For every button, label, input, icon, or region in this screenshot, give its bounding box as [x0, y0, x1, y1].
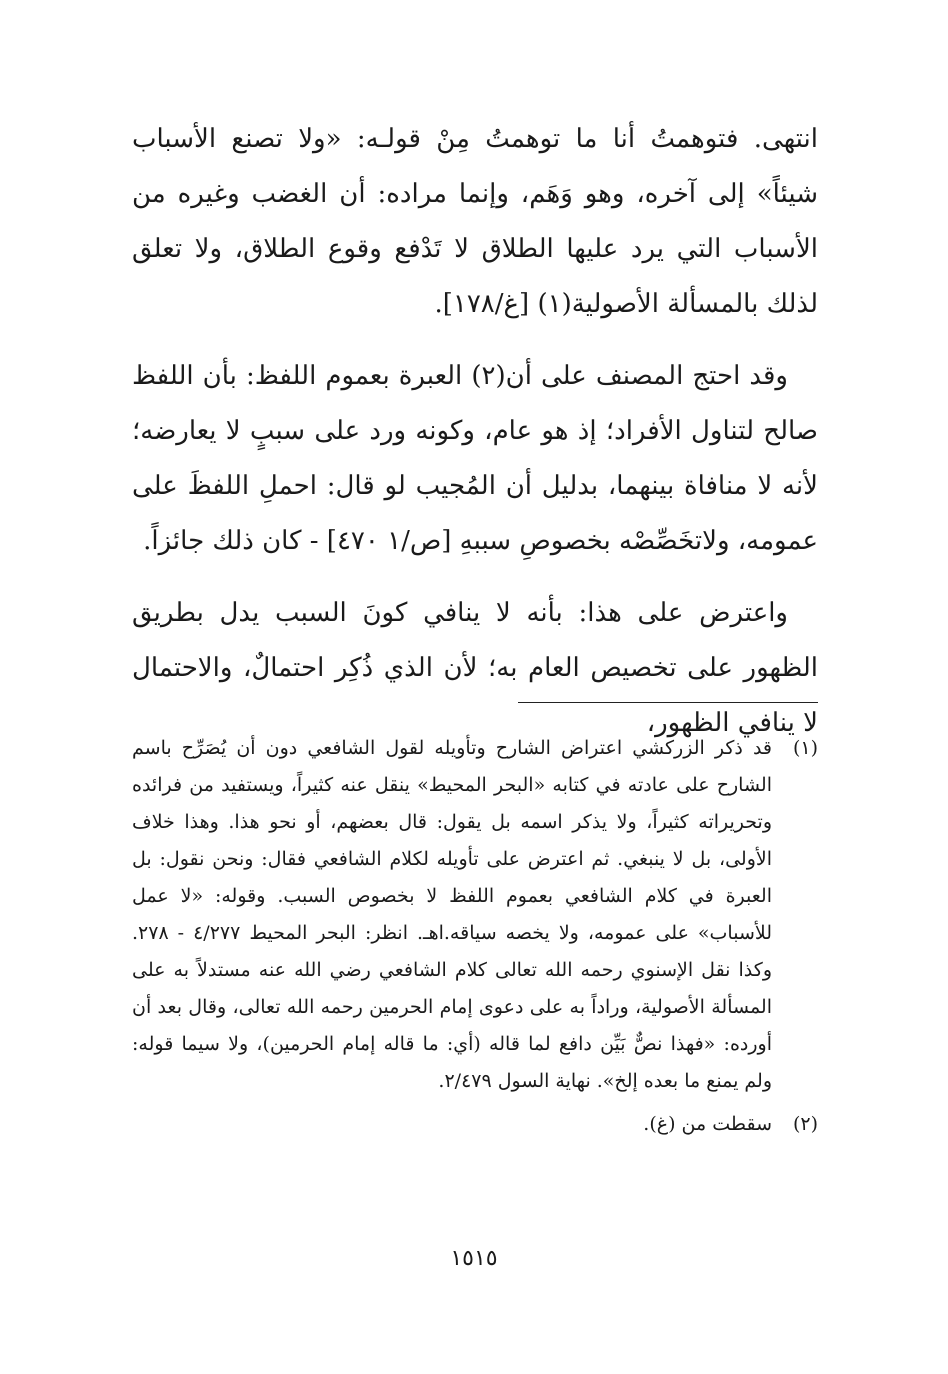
footnote-2	[132, 1106, 818, 1143]
main-text-block	[132, 112, 818, 768]
page-number: ١٥١٥	[450, 1246, 498, 1271]
footnote-marker: (٢)	[792, 1113, 818, 1135]
footnote-1	[132, 730, 818, 1100]
footnote-marker: (١)	[792, 737, 818, 759]
footnotes-section	[132, 730, 818, 1149]
main-paragraph-2: وقد احتج المصنف على أن(٢) العبرة بعموم اللفظ: بأن اللفظ صالح لتناول الأفراد؛ إذ هو عام، وكونه ورد على سببٍ لا يعارضه؛ لأنه لا منافاة بينهما، بدليل أن المُجيب لو قال: احملِ اللفظَ على عمومه، ولاتخَصِّصْه بخصوصِ سببهِ [ص/١ ٤٧٠] - كان ذلك جائزاً.	[132, 361, 818, 556]
footnote-text: سقطت من (غ).	[643, 1113, 772, 1135]
footnote-text: قد ذكر الزركشي اعتراض الشارح وتأويله لقول الشافعي دون أن يُصَرِّح باسم الشارح على عادته في كتابه «البحر المحيط» ينقل عنه كثيراً، ويستفيد من فرائده وتحريراته كثيراً، ولا يذكر اسمه بل يقول: قال بعضهم، أو نحو هذا. وهذا خلاف الأولى، بل لا ينبغي. ثم اعترض على تأويله لكلام الشافعي فقال: ونحن نقول: بل العبرة في كلام الشافعي بعموم اللفظ لا بخصوص السبب. وقوله: «لا عمل للأسباب» على عمومه، ولا يخصه سياقه.اهـ. انظر: البحر المحيط ٤/٢٧٧ - ٢٧٨. وكذا نقل الإسنوي رحمه الله تعالى كلام الشافعي رضي الله عنه مستدلاً به على المسألة الأصولية، وراداً به على دعوى إمام الحرمين رحمه الله تعالى، وقال بعد أن أورده: «فهذا نصٌّ بَيِّن دافع لما قاله (أي: ما قاله إمام الحرمين)، ولا سيما قوله: ولم يمنع ما بعده إلخ». نهاية السول ٢/٤٧٩.	[132, 737, 773, 1092]
main-paragraph-3: واعترض على هذا: بأنه لا ينافي كونَ السبب يدل بطريق الظهور على تخصيص العام به؛ لأن الذي ذُكِر احتمالٌ، والاحتمال لا ينافي الظهور،	[132, 598, 818, 738]
main-paragraph-1: انتهى. فتوهمتُ أنا ما توهمتُ مِنْ قولـه: «ولا تصنع الأسباب شيئاً» إلى آخره، وهو وَهَم، وإنما مراده: أن الغضب وغيره من الأسباب التي يرد عليها الطلاق لا تَدْفع وقوع الطلاق، ولا تعلق لذلك بالمسألة الأصولية(١) [غ/١٧٨].	[132, 124, 818, 319]
footnote-divider	[518, 702, 818, 703]
